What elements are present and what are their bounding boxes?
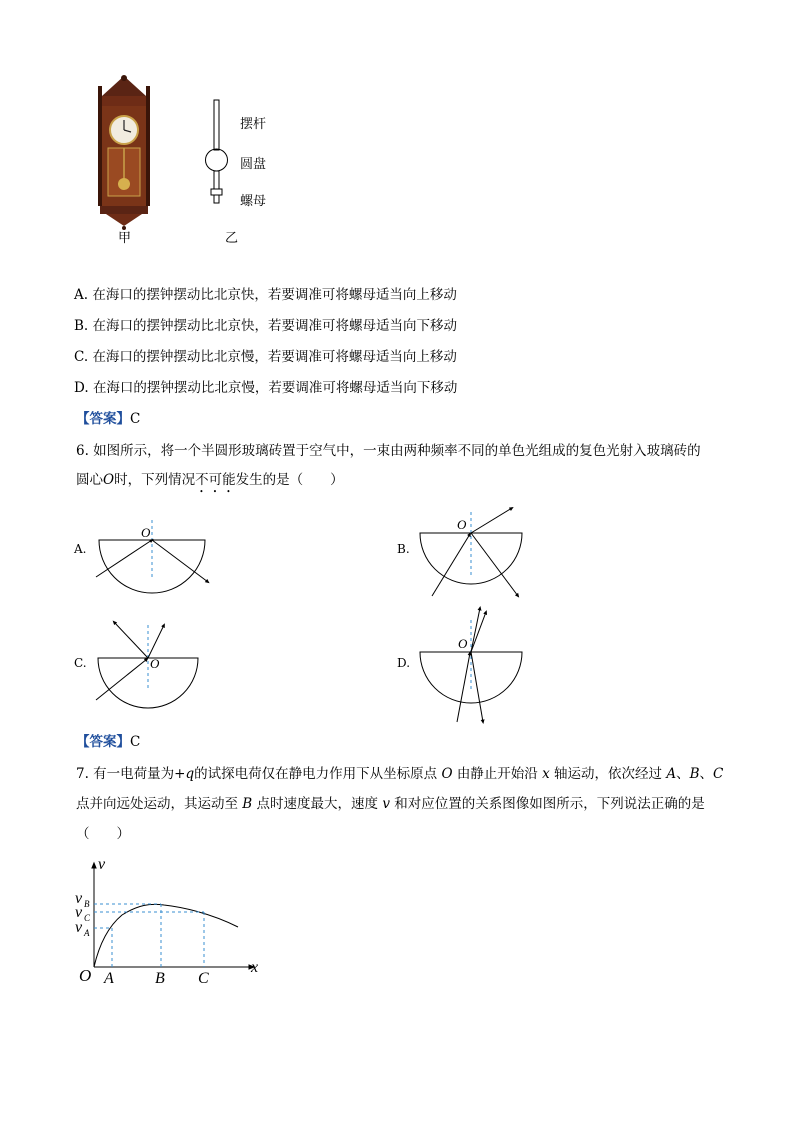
point-c-label: C — [198, 970, 209, 987]
q7-line2: 点并向远处运动，其运动至 B 点时速度最大，速度 v 和对应位置的关系图像如图所示，下列说法正确的是 — [76, 796, 705, 812]
point-a-label: A — [104, 970, 114, 987]
q6-c-center-label: O — [150, 656, 160, 671]
q6-figure-c — [96, 622, 198, 708]
disc-label: 圆盘 — [240, 157, 267, 172]
q6-option-d-letter: D. — [397, 656, 411, 670]
option-a: A. 在海口的摆钟摆动比北京快，若要调准可将螺母适当向上移动 — [74, 287, 457, 303]
vc-sub: C — [84, 913, 91, 923]
vb-sub: B — [84, 899, 90, 909]
q7-line1: 7. 有一电荷量为+q的试探电荷仅在静电力作用下从坐标原点 O 由静止开始沿 x 轴运动，依次经过 A、B、C — [76, 766, 724, 782]
q7-vx-graph — [70, 855, 270, 995]
q6-a-center-label: O — [141, 525, 151, 540]
caption-yi: 乙 — [225, 231, 239, 246]
vb-label: v — [75, 890, 83, 907]
q6-d-center-label: O — [458, 636, 468, 651]
q6-option-c-letter: C. — [74, 656, 87, 670]
q6-answer: 【答案】C — [76, 734, 141, 750]
q7-line3: （ ） — [76, 826, 130, 842]
q6-figure-d — [420, 608, 522, 722]
option-d: D. 在海口的摆钟摆动比北京慢，若要调准可将螺母适当向下移动 — [74, 380, 458, 396]
point-b-label: B — [155, 970, 165, 987]
va-sub: A — [84, 928, 90, 938]
va-label: v — [75, 919, 83, 936]
vc-label: v — [75, 904, 83, 921]
v-x-curve — [94, 904, 238, 967]
x-axis-label: x — [251, 959, 259, 976]
q6-option-a-letter: A. — [74, 542, 87, 556]
q6-line1: 6. 如图所示，将一个半圆形玻璃砖置于空气中，一束由两种频率不同的单色光组成的复色光射入玻璃砖的 — [76, 443, 701, 459]
origin-label: O — [79, 966, 92, 985]
q6-figure-b — [420, 508, 522, 596]
option-b: B. 在海口的摆钟摆动比北京快，若要调准可将螺母适当向下移动 — [74, 318, 458, 334]
q6-b-center-label: O — [457, 517, 467, 532]
nut-label: 螺母 — [240, 194, 267, 209]
q6-line2: 圆心O时，下列情况不可能发生的是（ ） — [76, 472, 344, 488]
rod-label: 摆杆 — [240, 117, 267, 132]
v-axis-label: v — [98, 856, 106, 873]
q6-figure-a — [96, 520, 208, 593]
caption-jia: 甲 — [118, 231, 132, 246]
q6-option-b-letter: B. — [397, 542, 410, 556]
option-c: C. 在海口的摆钟摆动比北京慢，若要调准可将螺母适当向上移动 — [74, 349, 457, 365]
q5-answer: 【答案】C — [76, 411, 141, 427]
